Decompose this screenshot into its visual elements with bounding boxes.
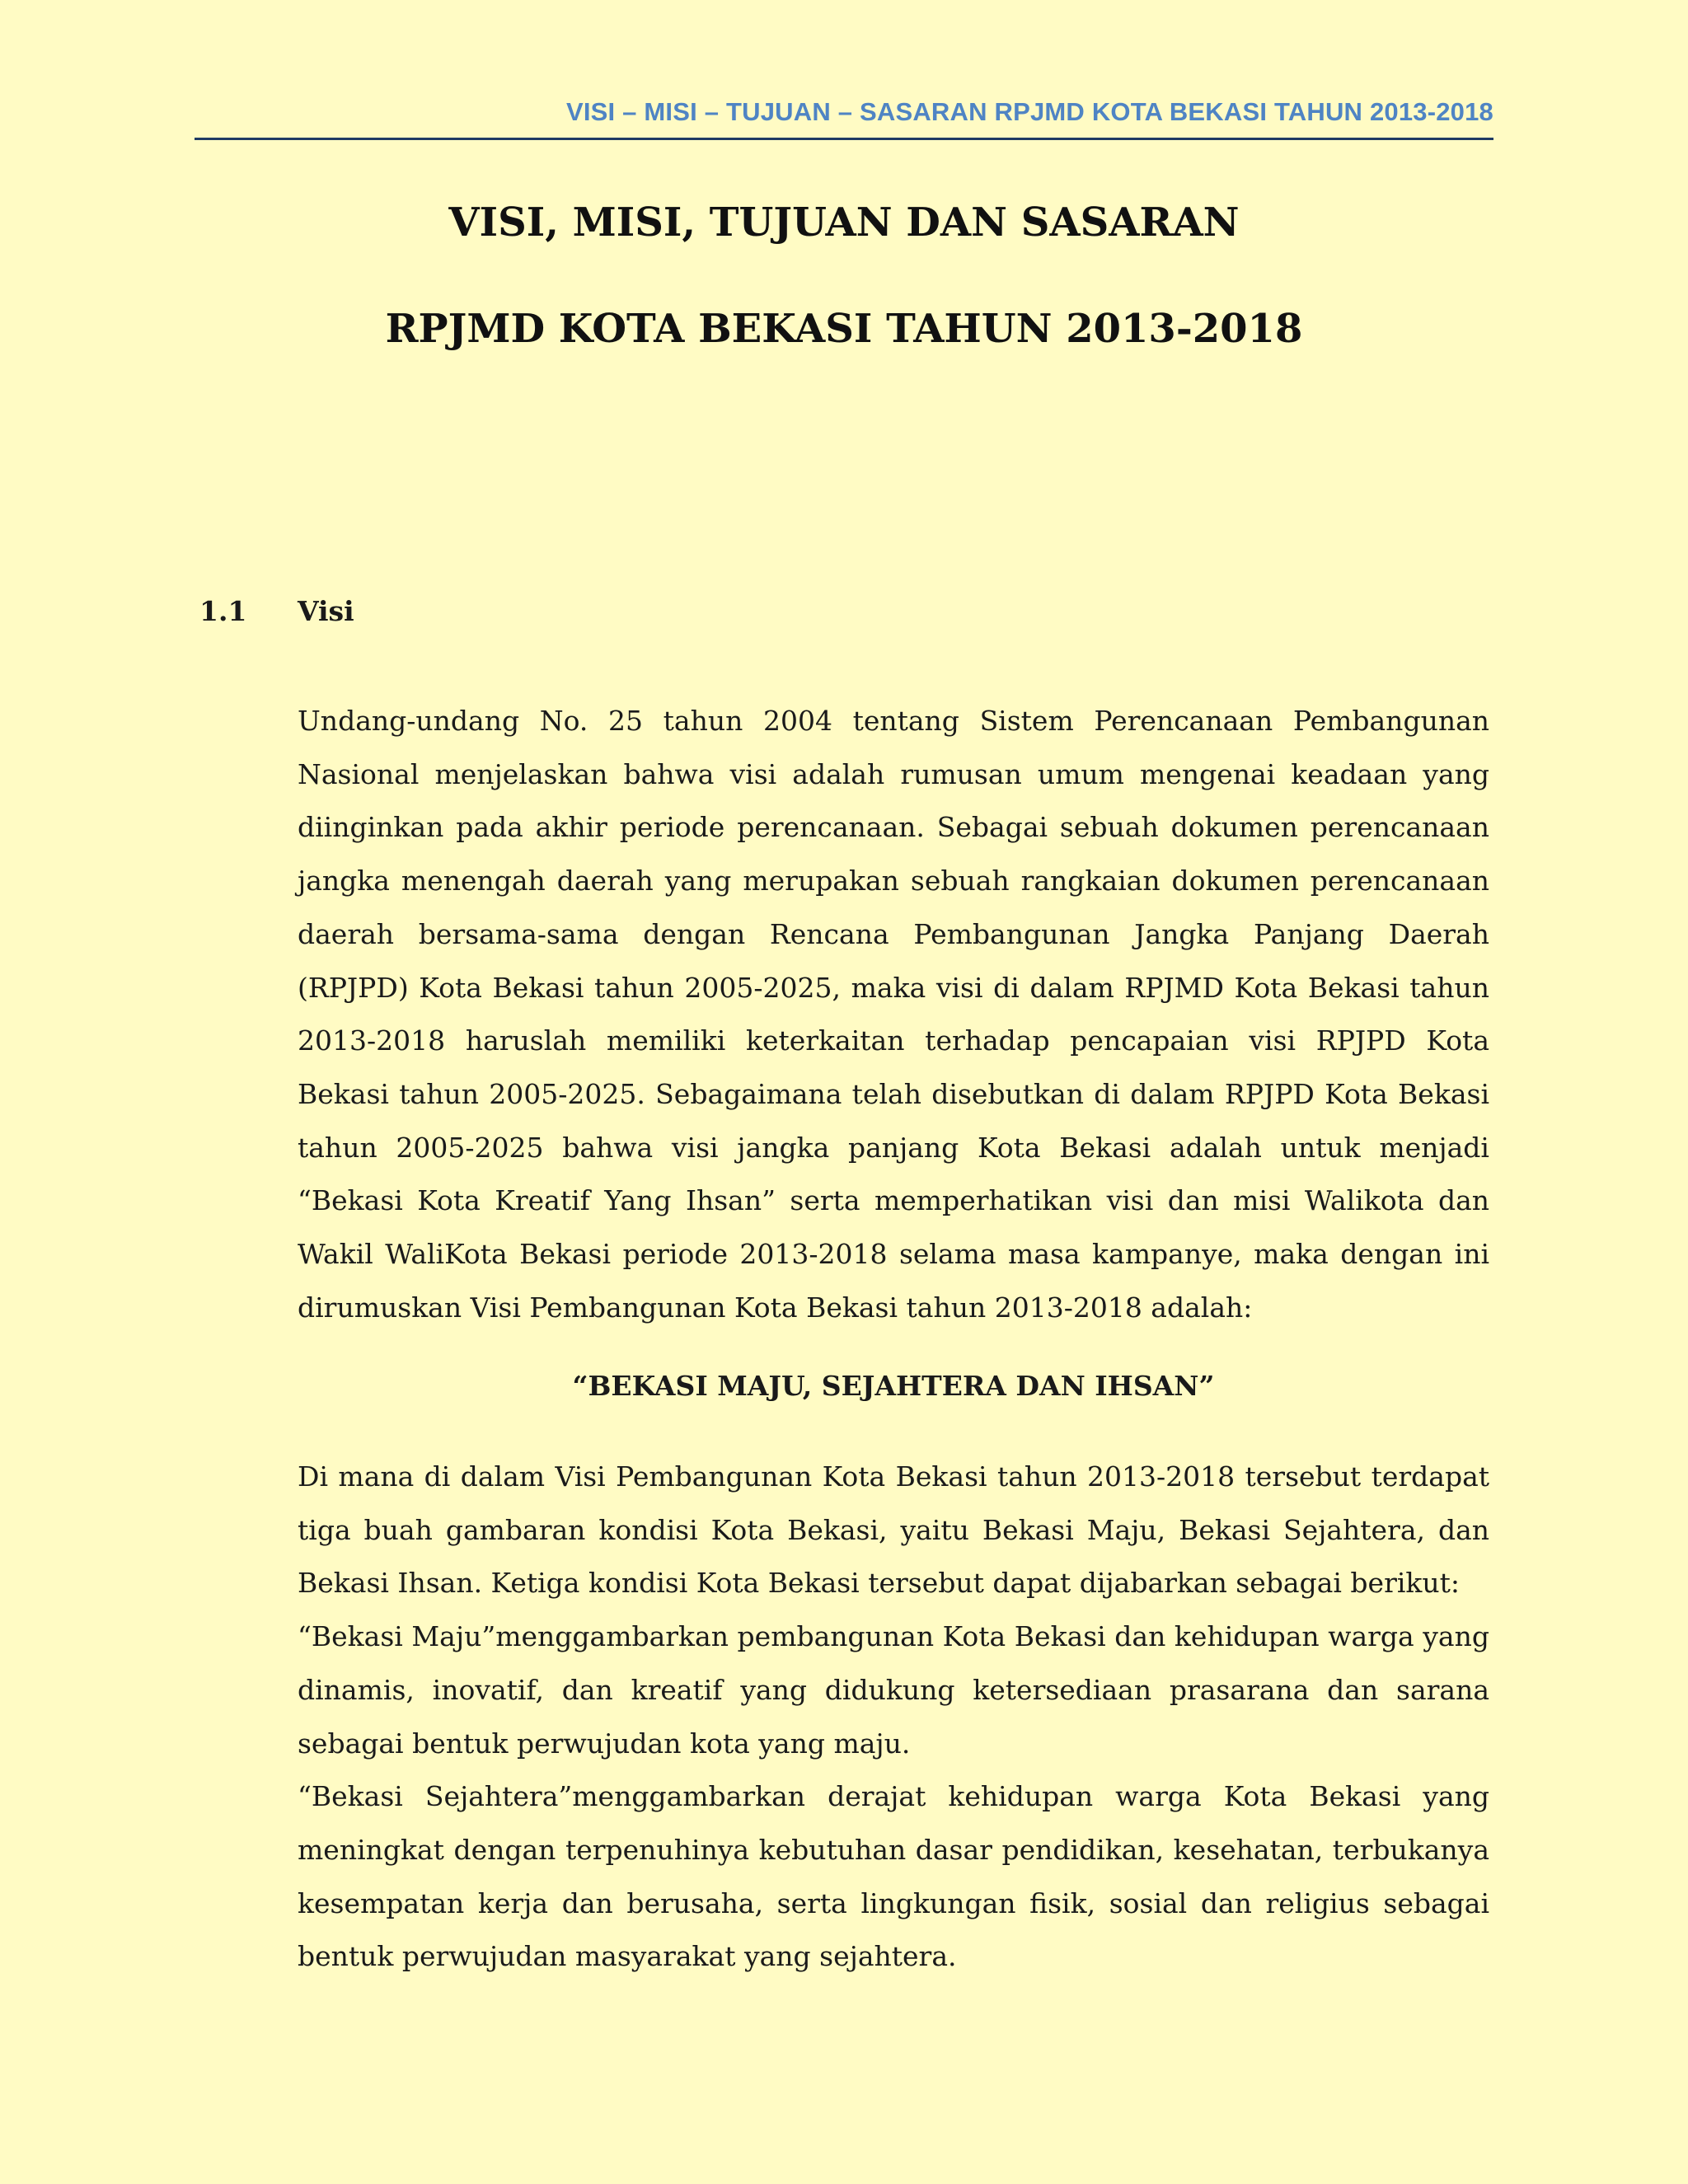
paragraph-bekasi-sejahtera: “Bekasi Sejahtera”menggambarkan derajat kehidupan warga Kota Bekasi yang meningkat dengan terpenuhinya kebutuhan dasar pendidikan, kesehatan, terbukanya kesempatan kerja dan berusaha, serta lingkungan fisik, sosial dan religius sebagai bentuk perwujudan masyarakat yang sejahtera. <box>298 1780 1489 1973</box>
paragraph-bekasi-maju: “Bekasi Maju”menggambarkan pembangunan Kota Bekasi dan kehidupan warga yang dinamis, inovatif, dan kreatif yang didukung ketersediaan prasarana dan sarana sebagai bentuk perwujudan kota yang maju. <box>298 1620 1489 1760</box>
paragraph-vision-breakdown: Di mana di dalam Visi Pembangunan Kota Bekasi tahun 2013-2018 tersebut terdapat tiga buah gambaran kondisi Kota Bekasi, yaitu Bekasi Maju, Bekasi Sejahtera, dan Bekasi Ihsan. Ketiga kondisi Kota Bekasi tersebut dapat dijabarkan sebagai berikut: <box>298 1460 1489 1600</box>
section-number: 1.1 <box>199 595 247 627</box>
document-title-line-2: RPJMD KOTA BEKASI TAHUN 2013-2018 <box>385 306 1303 352</box>
section-title: Visi <box>298 595 354 627</box>
running-header: VISI – MISI – TUJUAN – SASARAN RPJMD KOTA BEKASI TAHUN 2013-2018 <box>565 97 1493 126</box>
vision-quote: “BEKASI MAJU, SEJAHTERA DAN IHSAN” <box>572 1370 1215 1402</box>
body-text-block-2 <box>298 1451 1489 1984</box>
header-divider <box>195 138 1493 140</box>
body-text-block-1 <box>298 695 1489 1334</box>
paragraph-vision-intro: Undang-undang No. 25 tahun 2004 tentang Sistem Perencanaan Pembangunan Nasional menjelaskan bahwa visi adalah rumusan umum mengenai keadaan yang diinginkan pada akhir periode perencanaan. Sebagai sebuah dokumen perencanaan jangka menengah daerah yang merupakan sebuah rangkaian dokumen perencanaan daerah bersama-sama dengan Rencana Pembangunan Jangka Panjang Daerah (RPJPD) Kota Bekasi tahun 2005-2025, maka visi di dalam RPJMD Kota Bekasi tahun 2013-2018 haruslah memiliki keterkaitan terhadap pencapaian visi RPJPD Kota Bekasi tahun 2005-2025. Sebagaimana telah disebutkan di dalam RPJPD Kota Bekasi tahun 2005-2025 bahwa visi jangka panjang Kota Bekasi adalah untuk menjadi “Bekasi Kota Kreatif Yang Ihsan” serta memperhatikan visi dan misi Walikota dan Wakil WaliKota Bekasi periode 2013-2018 selama masa kampanye, maka dengan ini dirumuskan Visi Pembangunan Kota Bekasi tahun 2013-2018 adalah: <box>298 705 1489 1324</box>
document-title-line-1: VISI, MISI, TUJUAN DAN SASARAN <box>448 199 1240 246</box>
